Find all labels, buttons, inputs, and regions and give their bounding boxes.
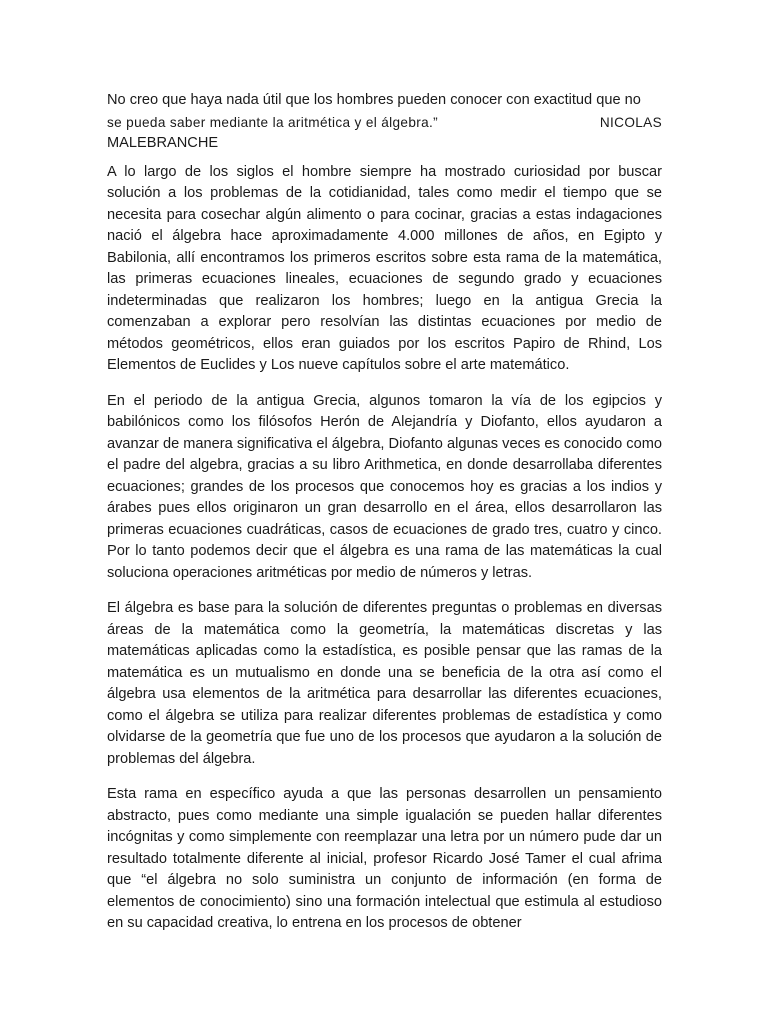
quote-line-1: No creo que haya nada útil que los hombres pueden conocer con exactitud que no xyxy=(107,92,641,108)
quote-line-2-row xyxy=(107,112,662,134)
document-page xyxy=(107,90,662,949)
paragraph-history: A lo largo de los siglos el hombre siempre ha mostrado curiosidad por buscar solución a los problemas de la cotidianidad, tales como medir el tiempo que se necesita para cosechar algún alimento o para cocinar, gracias a estas indagaciones nació el álgebra hace aproximadamente 4.000 millones de años, en Egipto y Babilonia, allí encontramos los primeros escritos sobre esta rama de la matemática, las primeras ecuaciones lineales, ecuaciones de segundo grado y ecuaciones indeterminadas que realizaron los hombres; luego en la antigua Grecia la comenzaban a explorar pero resolvían las distintas ecuaciones por medio de métodos geométricos, ellos eran guiados por los escritos Papiro de Rhind, Los Elementos de Euclides y Los nueve capítulos sobre el arte matemático. xyxy=(107,163,662,373)
quote-author-last: MALEBRANCHE xyxy=(107,135,219,151)
quote-author-first: NICOLAS xyxy=(599,114,662,130)
epigraph-quote xyxy=(107,90,662,155)
paragraph-greece: En el periodo de la antigua Grecia, algunos tomaron la vía de los egipcios y babilónicos como los filósofos Herón de Alejandría y Diofanto, ellos ayudaron a avanzar de manera significativa el álgebra, Diofanto algunas veces es conocido como el padre del algebra, gracias a su libro Arithmetica, en donde desarrollaba diferentes ecuaciones; grandes de los procesos que conocemos hoy es gracias a los indios y árabes pues ellos originaron un gran desarrollo en el área, ellos desarrollaron las primeras ecuaciones cuadráticas, casos de ecuaciones de grado tres, cuatro y cinco. Por lo tanto podemos decir que el álgebra es una rama de las matemáticas la cual soluciona operaciones aritméticas por medio de números y letras. xyxy=(107,392,662,581)
paragraph-applications: El álgebra es base para la solución de diferentes preguntas o problemas en diversas áreas de la matemática como la geometría, la matemáticas discretas y las matemáticas aplicadas como la estadística, es posible pensar que las ramas de la matemática es un mutualismo en donde una se beneficia de la otra así como el álgebra usa elementos de la aritmética para desarrollar las diferentes ecuaciones, como el álgebra se utiliza para realizar diferentes problemas de estadística y como olvidarse de la geometría que fue uno de los procesos que ayudaron a la solución de problemas del álgebra. xyxy=(107,600,662,767)
quote-line-2: se pueda saber mediante la aritmética y el álgebra.” xyxy=(107,114,439,130)
paragraph-abstract-thinking: Esta rama en específico ayuda a que las personas desarrollen un pensamiento abstracto, pues como mediante una simple igualación se pueden hallar diferentes incógnitas y como simplemente con reemplazar una letra por un número pude dar un resultado totalmente diferente al inicial, profesor Ricardo José Tamer el cual afrima que “el álgebra no solo suministra un conjunto de información (en forma de elementos de conocimiento) sino una formación intelectual que estimula al estudioso en su capacidad creativa, lo entrena en los procesos de obtener xyxy=(107,786,662,931)
